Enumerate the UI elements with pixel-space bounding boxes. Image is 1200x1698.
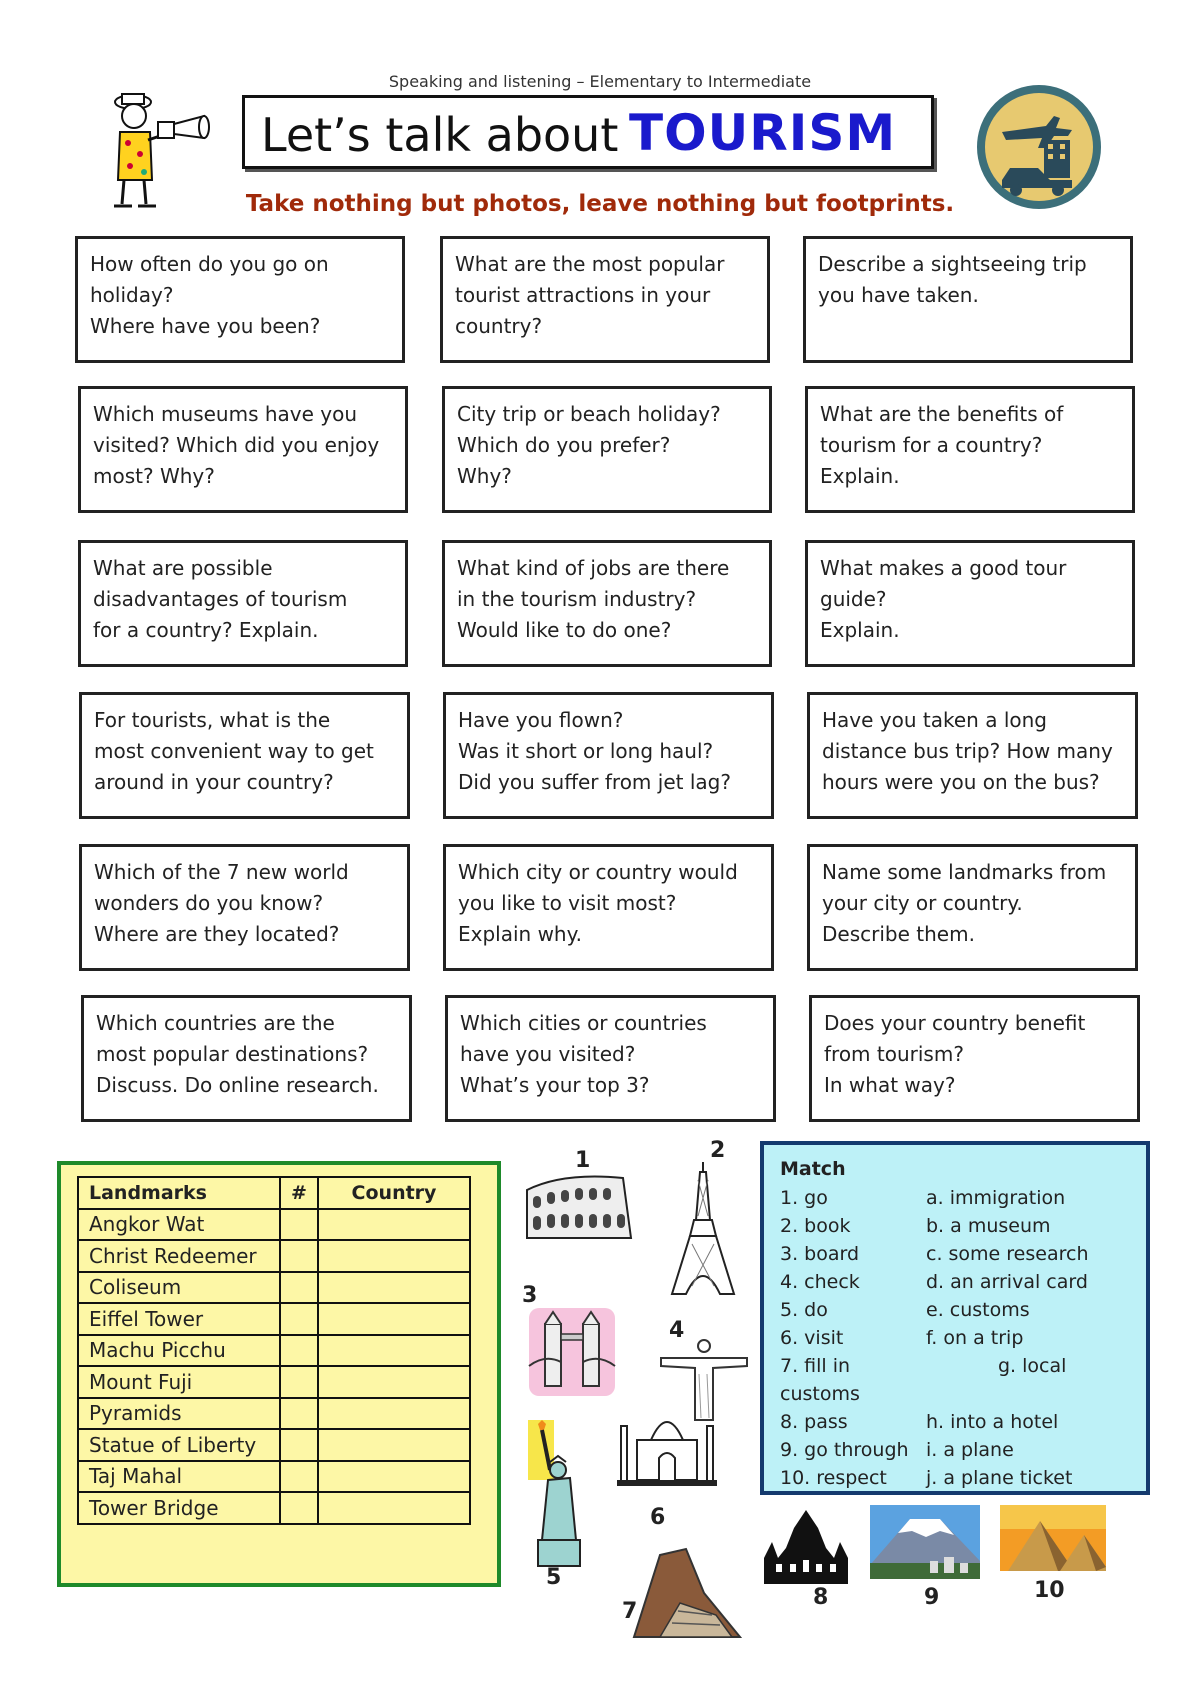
country-cell[interactable] (318, 1240, 470, 1272)
number-cell[interactable] (280, 1272, 318, 1304)
landmark-name: Statue of Liberty (78, 1429, 280, 1461)
match-phrase: i. a plane (926, 1439, 1014, 1461)
number-cell[interactable] (280, 1492, 318, 1524)
question-card: What kind of jobs are there in the tourism industry? Would like to do one? (442, 540, 772, 667)
country-cell[interactable] (318, 1492, 470, 1524)
picture-number: 1 (575, 1148, 591, 1173)
worksheet-subtitle: Speaking and listening – Elementary to Intermediate (388, 72, 812, 91)
table-row (78, 1335, 470, 1367)
table-row (78, 1303, 470, 1335)
landmark-name: Eiffel Tower (78, 1303, 280, 1335)
question-card: Name some landmarks from your city or country. Describe them. (807, 844, 1138, 971)
question-card: Which museums have you visited? Which did you enjoy most? Why? (78, 386, 408, 513)
eiffel-tower-icon (668, 1160, 738, 1298)
landmark-name: Machu Picchu (78, 1335, 280, 1367)
number-cell[interactable] (280, 1209, 318, 1241)
country-cell[interactable] (318, 1366, 470, 1398)
landmark-name: Coliseum (78, 1272, 280, 1304)
table-row (78, 1240, 470, 1272)
match-verb: 7. fill in (780, 1355, 851, 1377)
question-card: Which cities or countries have you visited? What’s your top 3? (445, 995, 776, 1122)
taj-mahal-icon (615, 1410, 719, 1488)
country-cell[interactable] (318, 1335, 470, 1367)
question-card: Which city or country would you like to visit most? Explain why. (443, 844, 774, 971)
match-verb: 4. check (780, 1271, 860, 1293)
picture-number: 3 (522, 1283, 538, 1308)
country-cell[interactable] (318, 1398, 470, 1430)
match-verb: 9. go through (780, 1439, 909, 1461)
statue-of-liberty-icon (528, 1420, 592, 1570)
number-cell[interactable] (280, 1303, 318, 1335)
column-header-landmarks: Landmarks (78, 1177, 280, 1209)
table-row (78, 1272, 470, 1304)
match-verb: 2. book (780, 1215, 851, 1237)
picture-number: 4 (669, 1318, 685, 1343)
match-phrase: c. some research (926, 1243, 1089, 1265)
title-prefix: Let’s talk about (261, 108, 619, 162)
title-emphasis: TOURISM (629, 104, 897, 162)
coliseum-icon (523, 1168, 635, 1242)
number-cell[interactable] (280, 1335, 318, 1367)
match-phrase: b. a museum (926, 1215, 1051, 1237)
match-panel (760, 1141, 1150, 1495)
match-phrase: h. into a hotel (926, 1411, 1059, 1433)
question-card: Describe a sightseeing trip you have taken. (803, 236, 1133, 363)
landmarks-panel (57, 1161, 501, 1587)
table-row (78, 1461, 470, 1493)
question-card: Which of the 7 new world wonders do you know? Where are they located? (79, 844, 410, 971)
landmark-name: Tower Bridge (78, 1492, 280, 1524)
country-cell[interactable] (318, 1209, 470, 1241)
match-phrase: f. on a trip (926, 1327, 1024, 1349)
picture-number: 8 (813, 1585, 829, 1610)
match-verb: 10. respect (780, 1467, 887, 1489)
landmark-name: Pyramids (78, 1398, 280, 1430)
match-phrase: a. immigration (926, 1187, 1066, 1209)
tower-bridge-icon (527, 1306, 617, 1398)
table-row (78, 1429, 470, 1461)
table-row (78, 1492, 470, 1524)
angkor-wat-icon (760, 1508, 852, 1586)
match-title: Match (780, 1158, 846, 1180)
question-card: What are possible disadvantages of tourism for a country? Explain. (78, 540, 408, 667)
match-verb: 8. pass (780, 1411, 848, 1433)
landmarks-table (77, 1176, 471, 1525)
question-card: Have you flown? Was it short or long haul? Did you suffer from jet lag? (443, 692, 774, 819)
number-cell[interactable] (280, 1461, 318, 1493)
title-box (242, 95, 934, 169)
picture-number: 10 (1034, 1578, 1065, 1603)
country-cell[interactable] (318, 1461, 470, 1493)
country-cell[interactable] (318, 1429, 470, 1461)
question-card: What are the benefits of tourism for a country? Explain. (805, 386, 1135, 513)
machu-picchu-icon (620, 1545, 744, 1641)
table-row (78, 1366, 470, 1398)
picture-number: 6 (650, 1505, 666, 1530)
landmark-name: Taj Mahal (78, 1461, 280, 1493)
match-phrase: j. a plane ticket (926, 1467, 1073, 1489)
column-header-country: Country (318, 1177, 470, 1209)
match-verb: 3. board (780, 1243, 860, 1265)
picture-number: 5 (546, 1565, 562, 1590)
question-card: How often do you go on holiday? Where have you been? (75, 236, 405, 363)
motto: Take nothing but photos, leave nothing but footprints. (245, 191, 955, 217)
mount-fuji-icon (870, 1505, 980, 1579)
picture-number: 9 (924, 1585, 940, 1610)
question-card: What are the most popular tourist attractions in your country? (440, 236, 770, 363)
landmark-name: Angkor Wat (78, 1209, 280, 1241)
country-cell[interactable] (318, 1303, 470, 1335)
question-card: Which countries are the most popular destinations? Discuss. Do online research. (81, 995, 412, 1122)
column-header-number: # (280, 1177, 318, 1209)
pyramids-icon (1000, 1505, 1106, 1571)
picture-number: 7 (622, 1599, 638, 1624)
question-card: Have you taken a long distance bus trip? How many hours were you on the bus? (807, 692, 1138, 819)
country-cell[interactable] (318, 1272, 470, 1304)
match-phrase: d. an arrival card (926, 1271, 1088, 1293)
picture-number: 2 (710, 1138, 726, 1163)
match-verb: 5. do (780, 1299, 828, 1321)
match-verb: 6. visit (780, 1327, 844, 1349)
table-row (78, 1209, 470, 1241)
question-card: Does your country benefit from tourism? In what way? (809, 995, 1140, 1122)
match-verb: customs (780, 1383, 860, 1405)
match-phrase: e. customs (926, 1299, 1030, 1321)
landmark-name: Mount Fuji (78, 1366, 280, 1398)
number-cell[interactable] (280, 1366, 318, 1398)
table-row (78, 1398, 470, 1430)
number-cell[interactable] (280, 1398, 318, 1430)
number-cell[interactable] (280, 1429, 318, 1461)
landmark-name: Christ Redeemer (78, 1240, 280, 1272)
question-card: What makes a good tour guide? Explain. (805, 540, 1135, 667)
number-cell[interactable] (280, 1240, 318, 1272)
match-phrase: g. local (998, 1355, 1067, 1377)
question-card: For tourists, what is the most convenient way to get around in your country? (79, 692, 410, 819)
match-verb: 1. go (780, 1187, 828, 1209)
question-card: City trip or beach holiday? Which do you prefer? Why? (442, 386, 772, 513)
